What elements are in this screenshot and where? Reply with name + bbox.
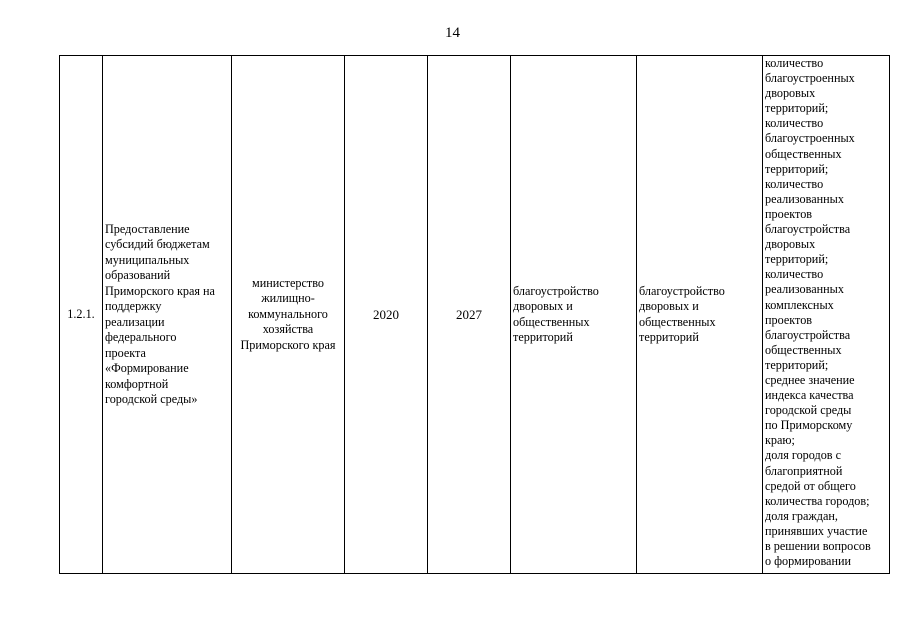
cell-measure-name bbox=[103, 56, 232, 574]
measure-name: Предоставление субсидий бюджетам муниципальных образований Приморского края на поддержку реализации федерального проекта «Формирование комфортной городской среды» bbox=[105, 221, 215, 406]
cell-end-year bbox=[428, 56, 511, 574]
page-number: 14 bbox=[445, 25, 460, 41]
item-number: 1.2.1. bbox=[67, 306, 95, 321]
result-direction: благоустройство дворовых и общественных территорий bbox=[639, 283, 725, 344]
expected-result: благоустройство дворовых и общественных территорий bbox=[513, 283, 599, 344]
cell-item-number bbox=[60, 56, 103, 574]
program-table bbox=[59, 55, 890, 574]
indicators-list: количество благоустроенных дворовых территорий; количество благоустроенных общественных территорий; количество реализованных проектов благоустройства дворовых территорий; количество реализованных комплексных проектов благоустройства общественных территорий; среднее значение индекса качества городской среды по Приморскому краю; доля городов с благоприятной средой от общего количества городов; доля граждан, принявших участие в решении вопросов о формировании bbox=[765, 56, 871, 569]
end-year: 2027 bbox=[456, 306, 482, 322]
executor-name: министерство жилищно- коммунального хозяйства Приморского края bbox=[240, 275, 336, 352]
table-row bbox=[60, 56, 890, 574]
cell-result-direction bbox=[637, 56, 763, 574]
cell-start-year bbox=[345, 56, 428, 574]
cell-indicators bbox=[763, 56, 890, 574]
start-year: 2020 bbox=[373, 306, 399, 322]
cell-executor bbox=[232, 56, 345, 574]
cell-expected-result bbox=[511, 56, 637, 574]
